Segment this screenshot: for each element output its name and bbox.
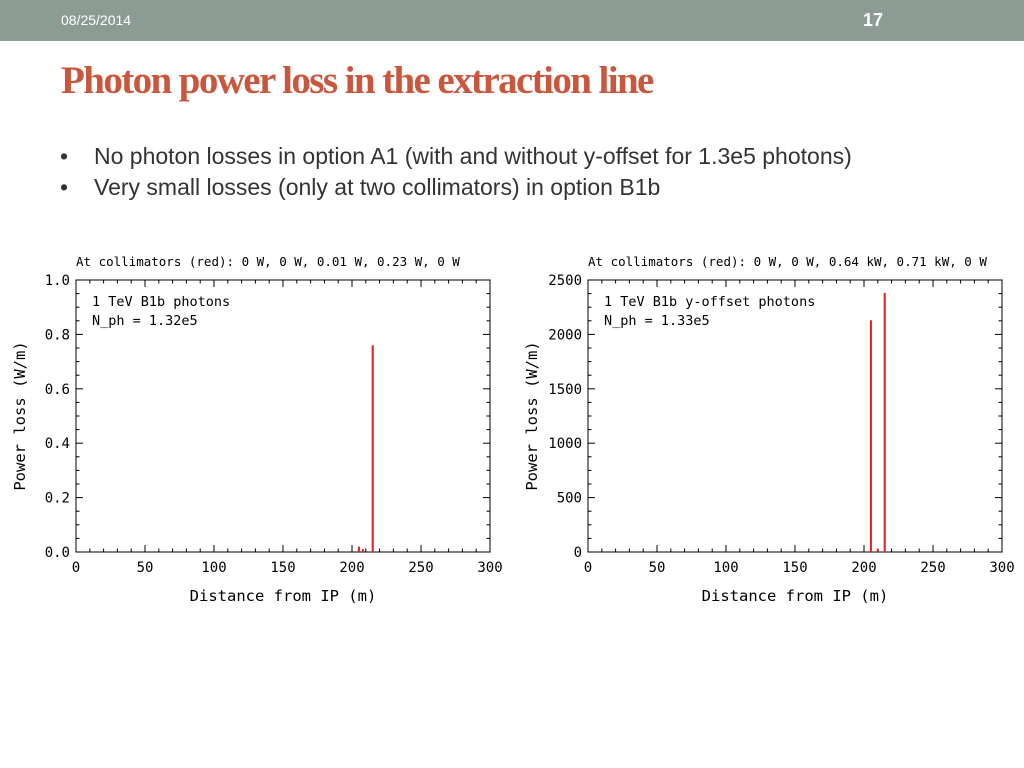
power-loss-chart-left [6, 248, 506, 618]
chart-title: At collimators (red): 0 W, 0 W, 0.64 kW, 0.71 kW, 0 W [588, 254, 987, 269]
x-tick-label: 50 [648, 560, 666, 576]
x-tick-label: 200 [851, 560, 877, 576]
y-tick-label: 0.6 [44, 381, 70, 398]
y-axis-label: Power loss (W/m) [11, 341, 29, 491]
bullet-glyph: • [60, 143, 69, 169]
x-tick-label: 250 [920, 560, 946, 576]
y-tick-label: 500 [556, 490, 582, 507]
x-tick-label: 100 [713, 560, 739, 576]
y-tick-label: 2500 [548, 273, 582, 289]
y-tick-label: 0.4 [44, 436, 70, 453]
chart-annotation: N_ph = 1.33e5 [604, 313, 710, 329]
y-tick-label: 2000 [548, 327, 582, 344]
x-tick-label: 100 [201, 560, 227, 576]
bullet-glyph: • [60, 174, 69, 200]
bullet-list [60, 141, 990, 203]
x-tick-label: 300 [477, 560, 503, 576]
x-tick-label: 300 [989, 560, 1015, 576]
y-tick-label: 0.2 [44, 490, 70, 507]
y-tick-label: 0.8 [44, 327, 70, 344]
chart-annotation: N_ph = 1.32e5 [92, 313, 198, 329]
x-tick-label: 250 [408, 560, 434, 576]
x-tick-label: 150 [782, 560, 808, 576]
header-bar [0, 0, 1024, 41]
x-tick-label: 200 [339, 560, 365, 576]
bullet-text: No photon losses in option A1 (with and without y-offset for 1.3e5 photons) [94, 143, 852, 169]
x-tick-label: 150 [270, 560, 296, 576]
x-tick-label: 0 [583, 560, 593, 576]
y-tick-label: 1500 [548, 381, 582, 398]
chart-svg-left [6, 248, 506, 618]
bullet-item [60, 172, 990, 203]
page-number: 17 [863, 10, 884, 30]
chart-title: At collimators (red): 0 W, 0 W, 0.01 W, 0.23 W, 0 W [76, 254, 460, 269]
bullet-text: Very small losses (only at two collimators) in option B1b [94, 174, 661, 200]
x-axis-label: Distance from IP (m) [189, 587, 377, 605]
chart-annotation: 1 TeV B1b y-offset photons [604, 294, 816, 310]
chart-annotation: 1 TeV B1b photons [92, 294, 231, 310]
y-tick-label: 0 [573, 545, 582, 561]
y-tick-label: 0.0 [44, 545, 70, 561]
y-tick-label: 1.0 [44, 273, 70, 289]
x-tick-label: 0 [71, 560, 81, 576]
y-tick-label: 1000 [548, 436, 582, 453]
power-loss-chart-right [518, 248, 1018, 618]
chart-svg-right [518, 248, 1018, 618]
slide-date: 08/25/2014 [61, 12, 132, 28]
x-tick-label: 50 [136, 560, 154, 576]
y-axis-label: Power loss (W/m) [523, 341, 541, 491]
x-axis-label: Distance from IP (m) [701, 587, 889, 605]
bullet-item [60, 141, 990, 172]
slide-title: Photon power loss in the extraction line [61, 59, 653, 102]
